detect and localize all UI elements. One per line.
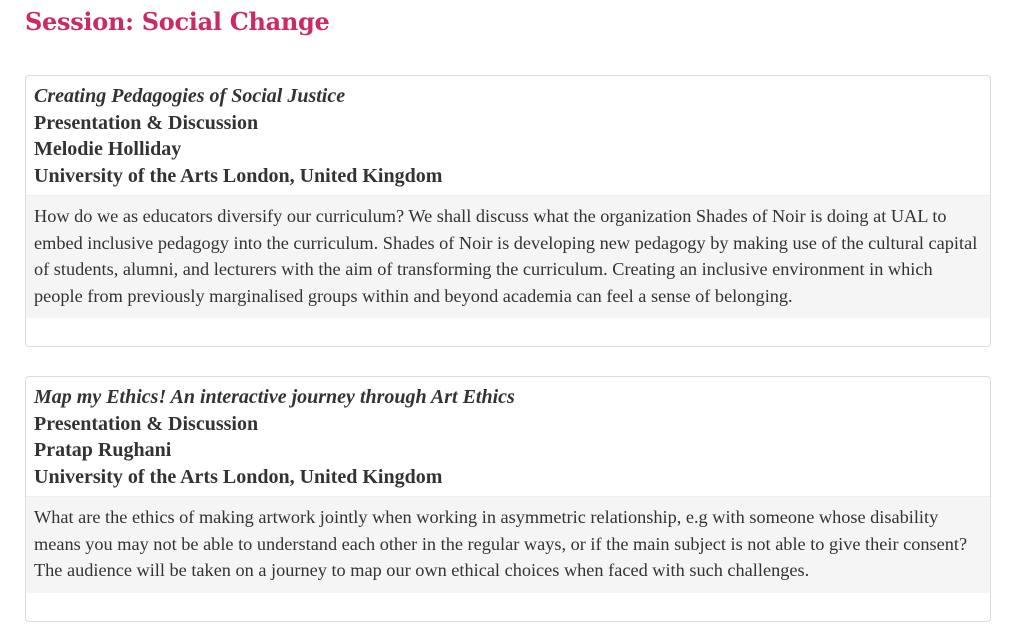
session-title: Session: Social Change <box>25 7 330 36</box>
presentation-card <box>25 376 991 622</box>
presentation-abstract: How do we as educators diversify our curriculum? We shall discuss what the organization Shades of Noir is doing at UAL to embed inclusive pedagogy into the curriculum. Shades of Noir is developing new pedagogy by making use of the cultural capital of students, alumni, and lecturers with the aim of transforming the curriculum. Creating an inclusive environment in which people from previously marginalised groups within and beyond academia can feel a sense of belonging. <box>26 195 990 318</box>
presentation-header <box>26 377 990 496</box>
presentation-title: Map my Ethics! An interactive journey through Art Ethics <box>34 386 515 408</box>
presentation-format: Presentation & Discussion <box>34 412 259 435</box>
presentation-card <box>25 75 991 347</box>
presentation-abstract: What are the ethics of making artwork jointly when working in asymmetric relationship, e.g with someone whose disability means you may not be able to understand each other in the regular ways, or if the main subject is not able to give their consent? The audience will be taken on a journey to map our own ethical choices when faced with such challenges. <box>26 496 990 593</box>
presenter-affiliation: University of the Arts London, United Kingdom <box>34 164 443 187</box>
presentation-format: Presentation & Discussion <box>34 111 259 134</box>
presenter-name: Melodie Holliday <box>34 138 182 160</box>
presenter-name: Pratap Rughani <box>34 439 172 461</box>
presentation-header <box>26 76 990 195</box>
presentation-title: Creating Pedagogies of Social Justice <box>34 85 346 107</box>
presenter-affiliation: University of the Arts London, United Kingdom <box>34 465 443 488</box>
